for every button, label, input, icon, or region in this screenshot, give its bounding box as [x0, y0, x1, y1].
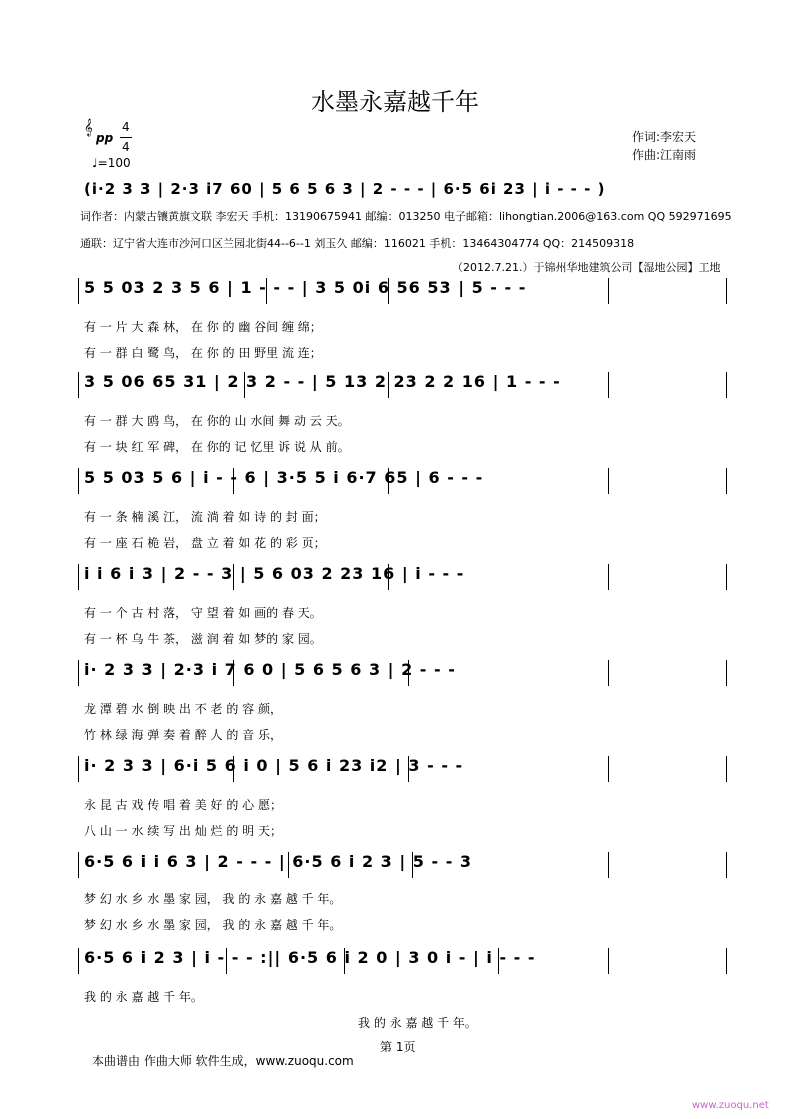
info-line-1: 词作者：内蒙古镶黄旗文联 李宏天 手机：13190675941 邮编：013250 电子邮箱：lihongtian.2006@163.com QQ 592971695 — [80, 210, 732, 223]
score-row-6 — [78, 752, 728, 782]
lyric-line: 有 一 群 大 鸥 鸟， 在 你的 山 水间 舞 动 云 天。 — [84, 414, 350, 428]
score-row-3 — [78, 464, 728, 494]
lyric-line: 有 一 片 大 森 林， 在 你 的 幽 谷间 缠 绵； — [84, 320, 322, 334]
score-row-8 — [78, 944, 728, 974]
lyric-line: 永 昆 古 戏 传 唱 着 美 好 的 心 愿； — [84, 798, 282, 812]
composition-note: （2012.7.21.）于锦州华地建筑公司【湿地公园】工地 — [452, 261, 721, 274]
time-signature-top: 4 — [122, 120, 130, 134]
row-notes: 5 5 03 2 3 5 6 | 1 - - - | 3 5 0i 6 56 53 | 5 - - - — [84, 278, 527, 297]
lyric-line: 有 一 杯 乌 牛 茶， 滋 润 着 如 梦的 家 园。 — [84, 632, 322, 646]
score-row-4 — [78, 560, 728, 590]
song-title: 水墨永嘉越千年 — [311, 88, 479, 116]
lyric-line: 有 一 群 白 鹭 鸟， 在 你 的 田 野里 流 连； — [84, 346, 322, 360]
treble-clef-icon: 𝄞 — [84, 118, 93, 136]
lyric-line: 有 一 座 石 桅 岩， 盘 立 着 如 花 的 彩 页； — [84, 536, 326, 550]
lyric-line: 八 山 一 水 续 写 出 灿 烂 的 明 天； — [84, 824, 282, 838]
lyric-line: 有 一 条 楠 溪 江， 流 淌 着 如 诗 的 封 面； — [84, 510, 326, 524]
row-notes: i· 2 3 3 | 6·i 5 6 i 0 | 5 6 i 23 i2 | 3 - - - — [84, 756, 464, 775]
row-notes: 6·5 6 i i 6 3 | 2 - - - | 6·5 6 i 2 3 | 5 - - 3 — [84, 852, 473, 871]
time-signature-divider — [120, 137, 132, 138]
lyric-line: 竹 林 绿 海 弹 奏 着 醉 人 的 音 乐， — [84, 728, 282, 742]
row-notes: i· 2 3 3 | 2·3 i 7 6 0 | 5 6 5 6 3 | 2 - - - — [84, 660, 456, 679]
lyric-line: 梦 幻 水 乡 水 墨 家 园， 我 的 永 嘉 越 千 年。 — [84, 892, 342, 906]
page-number: 第 1页 — [380, 1040, 416, 1054]
info-line-2: 通联：辽宁省大连市沙河口区兰园北街44--6--1 刘玉久 邮编：116021 手机：13464304774 QQ：214509318 — [80, 237, 635, 250]
intro-row — [78, 176, 728, 206]
dynamics: pp — [96, 131, 114, 145]
tempo-marking: ♩=100 — [92, 156, 131, 170]
composer: 作曲:江南雨 — [632, 148, 697, 162]
last-lyric-line: 我 的 永 嘉 越 千 年。 — [358, 1016, 477, 1030]
lyric-line: 有 一 块 红 军 碑， 在 你的 记 忆里 诉 说 从 前。 — [84, 440, 350, 454]
lyric-line: 梦 幻 水 乡 水 墨 家 园， 我 的 永 嘉 越 千 年。 — [84, 918, 342, 932]
time-signature-bottom: 4 — [122, 140, 130, 154]
lyric-line: 有 一 个 古 村 落， 守 望 着 如 画的 春 天。 — [84, 606, 322, 620]
lyric-line: 我 的 永 嘉 越 千 年。 — [84, 990, 203, 1004]
score-row-1 — [78, 274, 728, 304]
intro-notes: (i·2 3 3 | 2·3 i7 60 | 5 6 5 6 3 | 2 - - - | 6·5 6i 23 | i - - - ) — [84, 180, 606, 198]
lyric-line: 龙 潭 碧 水 倒 映 出 不 老 的 容 颜， — [84, 702, 282, 716]
row-notes: 6·5 6 i 2 3 | i - - - :|| 6·5 6 i 2 0 | 3 0 i - | i - - - — [84, 948, 536, 967]
score-row-2 — [78, 368, 728, 398]
watermark-logo: www.zuoqu.net — [692, 1100, 769, 1111]
lyricist: 作词:李宏天 — [632, 130, 697, 144]
footer-text: 本曲谱由 作曲大师 软件生成，www.zuoqu.com — [92, 1054, 354, 1068]
row-notes: 5 5 03 5 6 | i - - 6 | 3·5 5 i 6·7 65 | 6 - - - — [84, 468, 484, 487]
row-notes: 3 5 06 65 31 | 2 3 2 - - | 5 13 2 23 2 2 16 | 1 - - - — [84, 372, 561, 391]
row-notes: i i 6 i 3 | 2 - - 3 | 5 6 03 2 23 16 | i - - - — [84, 564, 465, 583]
score-row-5 — [78, 656, 728, 686]
score-row-7 — [78, 848, 728, 878]
